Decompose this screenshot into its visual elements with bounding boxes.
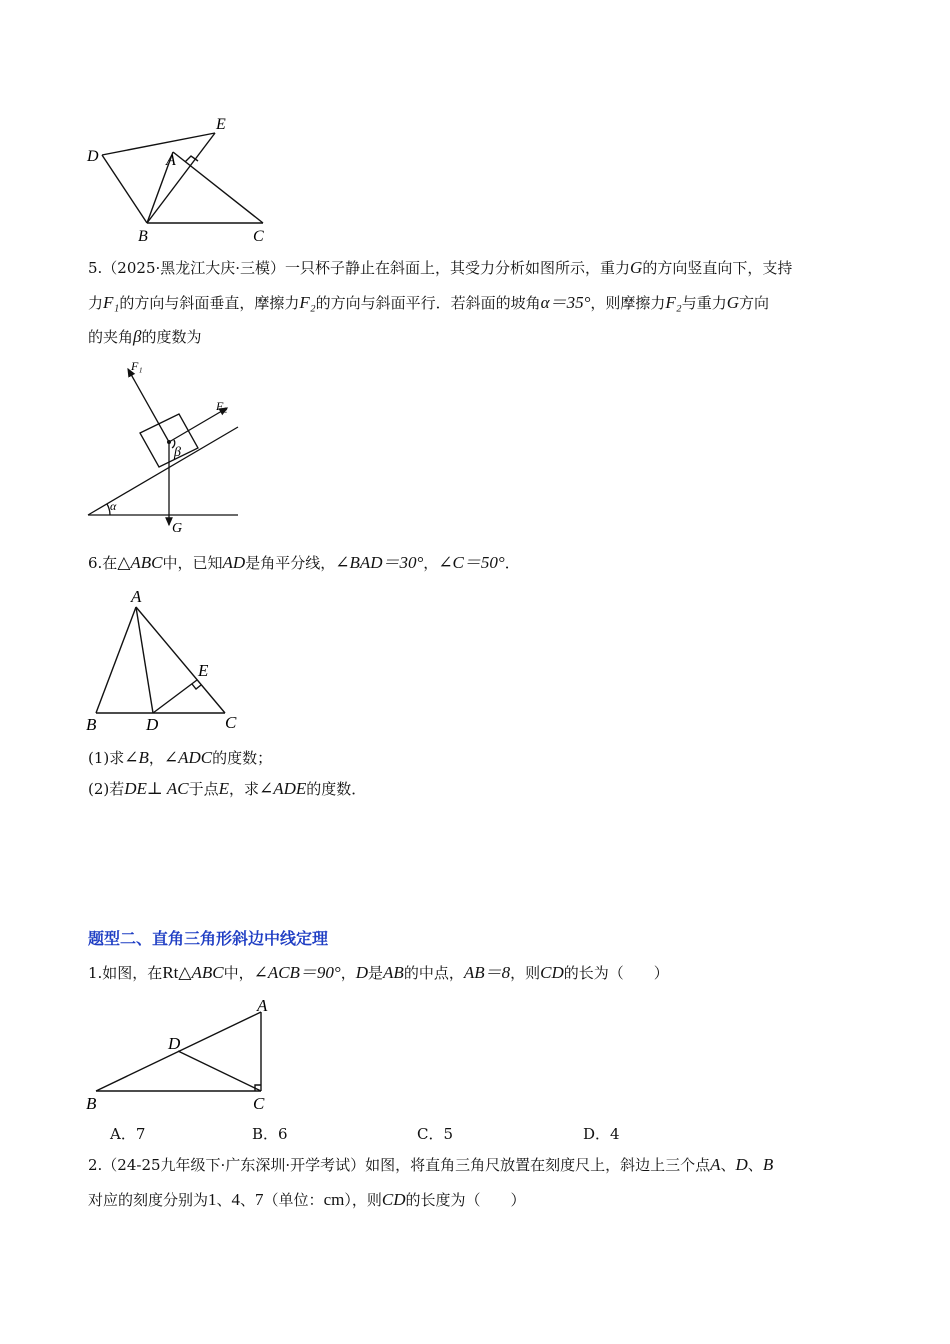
option-c[interactable]: C．5 — [417, 1125, 454, 1143]
rt-label-c: C — [253, 1094, 265, 1113]
figure-triangle-abc — [80, 583, 250, 738]
q5-line-3: 的夹角β的度数为 — [88, 327, 202, 346]
figure-right-triangle — [80, 993, 280, 1115]
tri-label-b: B — [86, 715, 97, 734]
fig1-label-b: B — [138, 228, 148, 245]
force-label-f2: F₂ — [216, 399, 228, 413]
option-a[interactable]: A．7 — [110, 1125, 146, 1143]
figure-1 — [80, 110, 280, 250]
t2q2-line-1: 2.（24-25九年级下·广东深圳·开学考试）如图，将直角三角尺放置在刻度尺上，斜边上三个点A、D、B — [88, 1155, 774, 1174]
q6-sub-1: (1)求∠B，∠ADC的度数； — [88, 748, 273, 767]
fig1-label-c: C — [253, 228, 264, 245]
tri-label-d: D — [146, 715, 159, 734]
option-d[interactable]: D．4 — [583, 1125, 620, 1143]
force-label-alpha: α — [110, 499, 117, 513]
q5-line-2: 力F₁的方向与斜面垂直，摩擦力F₂的方向与斜面平行．若斜面的坡角α＝35°，则摩擦力F₂与重力G方向 — [88, 293, 769, 312]
rt-label-a: A — [257, 996, 268, 1015]
t2q1-options — [0, 1122, 950, 1146]
force-diagram — [80, 355, 250, 540]
fig1-label-a: A — [166, 152, 176, 169]
q6-stem: 6.在△ABC中，已知AD是角平分线，∠BAD＝30°，∠C＝50°． — [88, 553, 520, 572]
rt-label-b: B — [86, 1094, 97, 1113]
force-label-f1: F₁ — [131, 359, 143, 373]
option-b[interactable]: B．6 — [252, 1125, 288, 1143]
tri-label-c: C — [225, 713, 237, 732]
force-label-g: G — [172, 521, 183, 536]
fig1-label-e: E — [216, 116, 226, 133]
tri-label-e: E — [198, 661, 209, 680]
q6-sub-2: (2)若DE⊥ AC于点E，求∠ADE的度数． — [88, 779, 367, 798]
rt-label-d: D — [168, 1034, 181, 1053]
t2q2-line-2: 对应的刻度分别为1、4、7（单位：cm），则CD的长度为（ ） — [88, 1190, 526, 1209]
t2q1-stem: 1.如图，在Rt△ABC中，∠ACB＝90°，D是AB的中点，AB＝8，则CD的长为（ ） — [88, 963, 669, 982]
q5-line-1: 5.（2025·黑龙江大庆·三模）一只杯子静止在斜面上，其受力分析如图所示，重力G的方向竖直向下，支持 — [88, 258, 793, 277]
section-heading: 题型二、直角三角形斜边中线定理 — [88, 929, 329, 948]
tri-label-a: A — [131, 587, 142, 606]
fig1-label-d: D — [87, 148, 99, 165]
force-label-beta: β — [174, 445, 181, 460]
